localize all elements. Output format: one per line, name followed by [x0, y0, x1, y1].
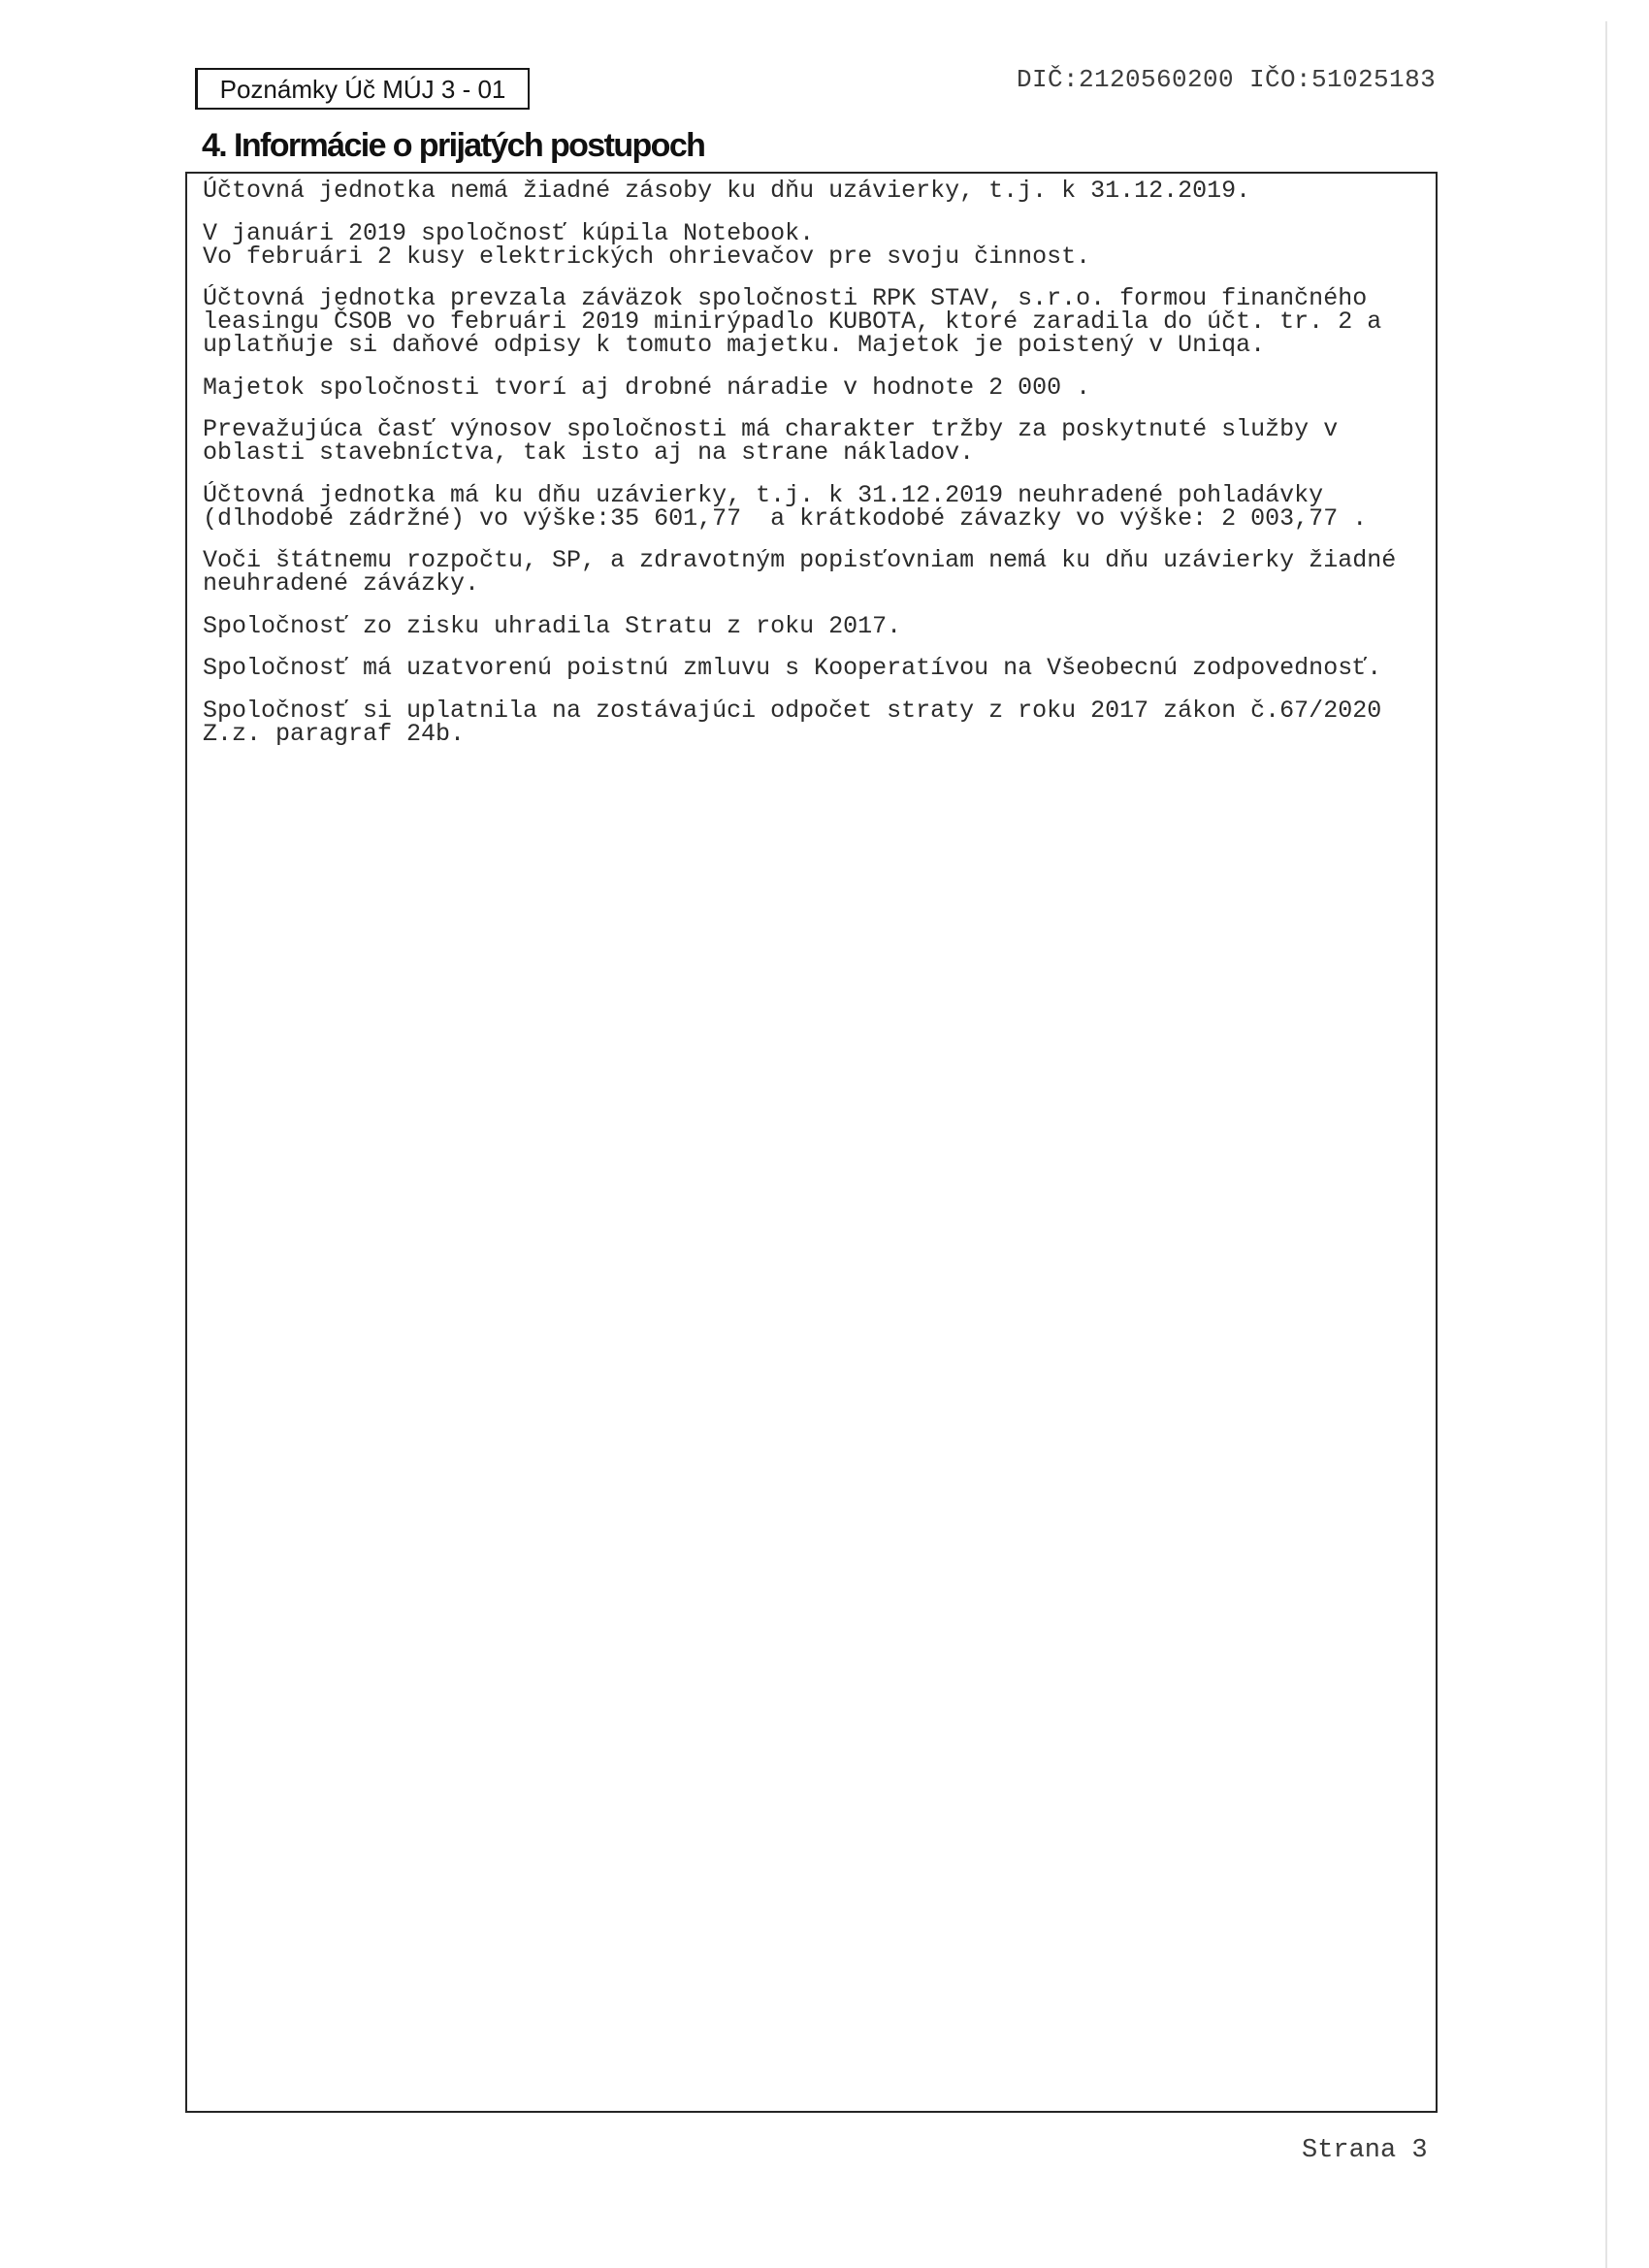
note-line: Vo februári 2 kusy elektrických ohrievačov pre svoju činnost. [203, 242, 1091, 271]
note-line: Účtovná jednotka nemá žiadné zásoby ku dňu uzávierky, t.j. k 31.12.2019. [203, 177, 1251, 205]
note-line: Voči štátnemu rozpočtu, SP, a zdravotným popisťovniam nemá ku dňu uzávierky žiadné [203, 546, 1397, 574]
note-paragraph [203, 546, 1436, 598]
notes-frame [185, 172, 1438, 2113]
note-line: Účtovná jednotka má ku dňu uzávierky, t.j. k 31.12.2019 neuhradené pohladávky [203, 480, 1324, 509]
note-line: Účtovná jednotka prevzala záväzok spoločnosti RPK STAV, s.r.o. formou finančného [203, 284, 1368, 312]
note-paragraph [203, 415, 1436, 467]
note-line: Spoločnosť si uplatnila na zostávajúci odpočet straty z roku 2017 zákon č.67/2020 [203, 696, 1382, 725]
note-line: uplatňuje si daňové odpisy k tomuto majetku. Majetok je poistený v Uniqa. [203, 331, 1266, 359]
note-paragraph [203, 480, 1436, 533]
note-line: Z.z. paragraf 24b. [203, 719, 466, 748]
note-line: neuhradené závázky. [203, 569, 480, 598]
note-paragraph [203, 284, 1436, 359]
tax-id-line: DIČ:2120560200 IČO:51025183 [1017, 65, 1437, 94]
section-title: 4. Informácie o prijatých postupoch [202, 127, 705, 164]
note-paragraph [203, 218, 1436, 271]
note-line: V januári 2019 spoločnosť kúpila Notebook. [203, 218, 815, 247]
note-line: Spoločnosť zo zisku uhradila Stratu z roku 2017. [203, 611, 902, 640]
note-paragraph [203, 654, 1436, 682]
note-line: Prevažujúca časť výnosov spoločnosti má charakter tržby za poskytnuté služby v [203, 415, 1339, 443]
note-line: Majetok spoločnosti tvorí aj drobné náradie v hodnote 2 000 . [203, 373, 1091, 402]
note-paragraph [203, 373, 1436, 402]
form-label-box [195, 68, 530, 110]
form-label-text: Poznámky Úč MÚJ 3 - 01 [219, 74, 506, 104]
note-paragraph [203, 696, 1436, 748]
note-line: (dlhodobé zádržné) vo výške:35 601,77 a krátkodobé závazky vo výške: 2 003,77 . [203, 503, 1368, 533]
note-line: leasingu ČSOB vo februári 2019 minirýpadlo KUBOTA, ktoré zaradila do účt. tr. 2 a [203, 308, 1382, 336]
note-line: oblasti stavebníctva, tak isto aj na strane nákladov. [203, 438, 975, 467]
note-paragraph [203, 179, 1436, 203]
scan-edge-line [1605, 21, 1607, 2268]
note-paragraph [203, 611, 1436, 640]
note-line: Spoločnosť má uzatvorenú poistnú zmluvu s Kooperatívou na Všeobecnú zodpovednosť. [203, 654, 1382, 682]
page-number: Strana 3 [1302, 2136, 1428, 2165]
